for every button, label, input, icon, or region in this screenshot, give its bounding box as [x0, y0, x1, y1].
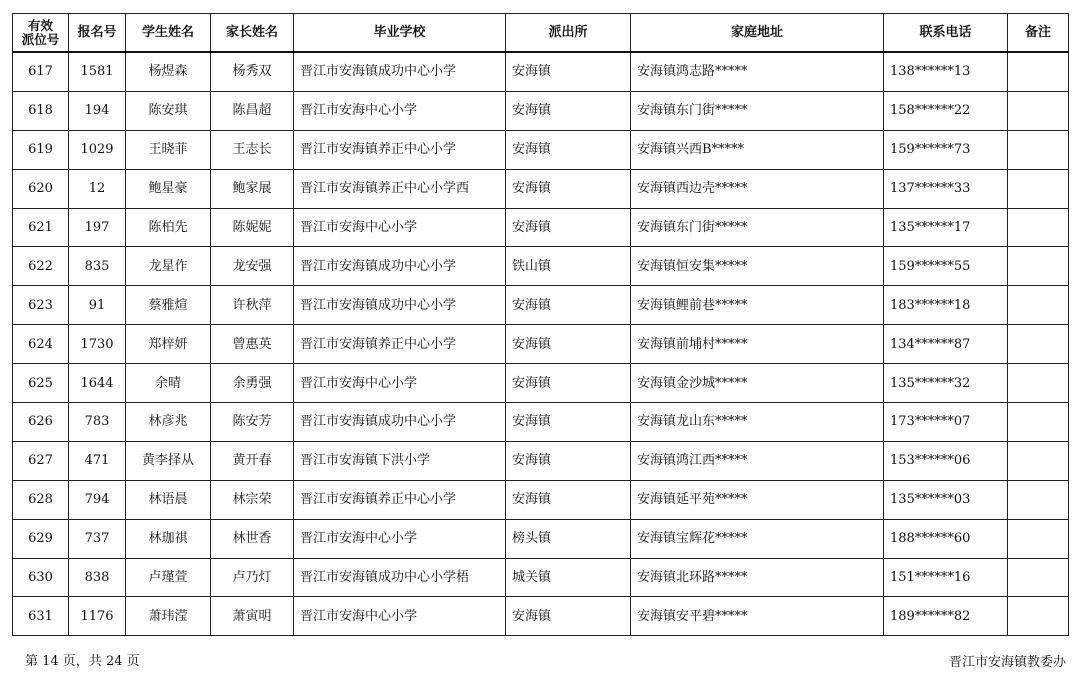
header-address: 家庭地址: [631, 14, 884, 53]
cell-remark: [1008, 130, 1069, 169]
cell-remark: [1008, 558, 1069, 597]
cell-phone: 189******82: [884, 597, 1008, 636]
cell-reg-no: 838: [69, 558, 126, 597]
cell-police: 安海镇: [506, 208, 631, 247]
cell-address: 安海镇西边壳*****: [631, 169, 884, 208]
cell-police: 安海镇: [506, 597, 631, 636]
cell-address: 安海镇安平碧*****: [631, 597, 884, 636]
table-row: [13, 169, 1069, 208]
cell-reg-no: 194: [69, 91, 126, 130]
header-reg-no: 报名号: [69, 14, 126, 53]
cell-phone: 159******73: [884, 130, 1008, 169]
cell-remark: [1008, 286, 1069, 325]
cell-police: 城关镇: [506, 558, 631, 597]
table-row: [13, 364, 1069, 403]
cell-school: 晋江市安海镇成功中心小学: [294, 403, 506, 442]
table-body: [13, 52, 1069, 636]
cell-student: 鲍星豪: [126, 169, 211, 208]
cell-student: 黄李择从: [126, 441, 211, 480]
cell-reg-no: 794: [69, 480, 126, 519]
cell-student: 卢瑾萱: [126, 558, 211, 597]
header-parent: 家长姓名: [211, 14, 294, 53]
cell-parent: 陈安芳: [211, 403, 294, 442]
cell-phone: 135******03: [884, 480, 1008, 519]
cell-parent: 陈妮妮: [211, 208, 294, 247]
cell-police: 安海镇: [506, 130, 631, 169]
table-header: [13, 14, 1069, 53]
cell-reg-no: 1176: [69, 597, 126, 636]
cell-parent: 杨秀双: [211, 52, 294, 91]
cell-reg-no: 1730: [69, 325, 126, 364]
cell-remark: [1008, 208, 1069, 247]
cell-parent: 曾惠英: [211, 325, 294, 364]
cell-student: 林珈祺: [126, 519, 211, 558]
cell-seq: 622: [13, 247, 69, 286]
cell-school: 晋江市安海镇下洪小学: [294, 441, 506, 480]
cell-school: 晋江市安海中心小学: [294, 208, 506, 247]
table-row: [13, 480, 1069, 519]
cell-seq: 628: [13, 480, 69, 519]
cell-address: 安海镇恒安集*****: [631, 247, 884, 286]
header-school: 毕业学校: [294, 14, 506, 53]
cell-police: 安海镇: [506, 403, 631, 442]
cell-phone: 158******22: [884, 91, 1008, 130]
cell-remark: [1008, 52, 1069, 91]
cell-address: 安海镇前埔村*****: [631, 325, 884, 364]
cell-address: 安海镇龙山东*****: [631, 403, 884, 442]
cell-seq: 618: [13, 91, 69, 130]
cell-school: 晋江市安海镇成功中心小学: [294, 286, 506, 325]
cell-reg-no: 197: [69, 208, 126, 247]
cell-parent: 林世香: [211, 519, 294, 558]
cell-reg-no: 737: [69, 519, 126, 558]
cell-student: 蔡雅煊: [126, 286, 211, 325]
header-phone: 联系电话: [884, 14, 1008, 53]
table-row: [13, 91, 1069, 130]
cell-remark: [1008, 364, 1069, 403]
header-seq-line2: 派位号: [21, 31, 60, 47]
header-seq-line1: 有效: [27, 17, 53, 33]
cell-school: 晋江市安海镇养正中心小学: [294, 480, 506, 519]
cell-address: 安海镇东门街*****: [631, 208, 884, 247]
table-row: [13, 52, 1069, 91]
cell-seq: 626: [13, 403, 69, 442]
cell-phone: 151******16: [884, 558, 1008, 597]
cell-school: 晋江市安海中心小学: [294, 364, 506, 403]
cell-police: 安海镇: [506, 480, 631, 519]
cell-student: 林彦兆: [126, 403, 211, 442]
cell-school: 晋江市安海镇养正中心小学西: [294, 169, 506, 208]
cell-school: 晋江市安海中心小学: [294, 519, 506, 558]
cell-seq: 627: [13, 441, 69, 480]
cell-address: 安海镇金沙城*****: [631, 364, 884, 403]
table-row: [13, 208, 1069, 247]
cell-address: 安海镇延平苑*****: [631, 480, 884, 519]
cell-seq: 621: [13, 208, 69, 247]
cell-remark: [1008, 441, 1069, 480]
cell-police: 安海镇: [506, 52, 631, 91]
cell-school: 晋江市安海镇成功中心小学: [294, 247, 506, 286]
cell-parent: 鲍家展: [211, 169, 294, 208]
cell-seq: 624: [13, 325, 69, 364]
cell-reg-no: 471: [69, 441, 126, 480]
cell-student: 萧玮滢: [126, 597, 211, 636]
cell-phone: 135******32: [884, 364, 1008, 403]
cell-student: 陈柏先: [126, 208, 211, 247]
allocation-table: [12, 13, 1069, 636]
table-row: [13, 597, 1069, 636]
cell-address: 安海镇兴西B*****: [631, 130, 884, 169]
cell-phone: 137******33: [884, 169, 1008, 208]
table-row: [13, 247, 1069, 286]
cell-address: 安海镇鸿江西*****: [631, 441, 884, 480]
cell-seq: 623: [13, 286, 69, 325]
cell-phone: 134******87: [884, 325, 1008, 364]
cell-school: 晋江市安海中心小学: [294, 91, 506, 130]
cell-school: 晋江市安海镇养正中心小学: [294, 325, 506, 364]
cell-phone: 173******07: [884, 403, 1008, 442]
cell-parent: 陈昌超: [211, 91, 294, 130]
cell-student: 郑梓妍: [126, 325, 211, 364]
cell-school: 晋江市安海中心小学: [294, 597, 506, 636]
cell-seq: 630: [13, 558, 69, 597]
cell-remark: [1008, 519, 1069, 558]
cell-reg-no: 1581: [69, 52, 126, 91]
cell-phone: 159******55: [884, 247, 1008, 286]
cell-address: 安海镇鸿志路*****: [631, 52, 884, 91]
cell-school: 晋江市安海镇成功中心小学梧: [294, 558, 506, 597]
cell-school: 晋江市安海镇养正中心小学: [294, 130, 506, 169]
cell-student: 林语晨: [126, 480, 211, 519]
cell-police: 安海镇: [506, 364, 631, 403]
cell-phone: 188******60: [884, 519, 1008, 558]
cell-parent: 林宗荣: [211, 480, 294, 519]
cell-police: 安海镇: [506, 91, 631, 130]
cell-reg-no: 835: [69, 247, 126, 286]
cell-address: 安海镇宝辉花*****: [631, 519, 884, 558]
table-row: [13, 325, 1069, 364]
cell-police: 铁山镇: [506, 247, 631, 286]
enrollment-list: [12, 13, 1068, 636]
cell-parent: 卢乃灯: [211, 558, 294, 597]
table-row: [13, 441, 1069, 480]
cell-address: 安海镇鲤前巷*****: [631, 286, 884, 325]
cell-reg-no: 783: [69, 403, 126, 442]
header-student: 学生姓名: [126, 14, 211, 53]
cell-student: 龙星作: [126, 247, 211, 286]
cell-student: 余晴: [126, 364, 211, 403]
cell-reg-no: 12: [69, 169, 126, 208]
cell-police: 安海镇: [506, 441, 631, 480]
cell-student: 陈安琪: [126, 91, 211, 130]
table-row: [13, 558, 1069, 597]
cell-remark: [1008, 91, 1069, 130]
issuer-label: 晋江市安海镇教委办: [948, 655, 1066, 670]
cell-police: 榜头镇: [506, 519, 631, 558]
header-seq: [13, 14, 69, 53]
cell-police: 安海镇: [506, 325, 631, 364]
cell-address: 安海镇北环路*****: [631, 558, 884, 597]
cell-reg-no: 1029: [69, 130, 126, 169]
cell-seq: 620: [13, 169, 69, 208]
cell-seq: 625: [13, 364, 69, 403]
cell-parent: 黄开春: [211, 441, 294, 480]
table-row: [13, 286, 1069, 325]
page-number: 第 14 页，共 24 页: [25, 654, 140, 669]
cell-parent: 余勇强: [211, 364, 294, 403]
cell-school: 晋江市安海镇成功中心小学: [294, 52, 506, 91]
table-row: [13, 130, 1069, 169]
cell-phone: 153******06: [884, 441, 1008, 480]
cell-phone: 138******13: [884, 52, 1008, 91]
cell-phone: 183******18: [884, 286, 1008, 325]
cell-student: 杨煜森: [126, 52, 211, 91]
header-remark: 备注: [1008, 14, 1069, 53]
cell-police: 安海镇: [506, 169, 631, 208]
cell-parent: 龙安强: [211, 247, 294, 286]
cell-phone: 135******17: [884, 208, 1008, 247]
cell-seq: 631: [13, 597, 69, 636]
cell-remark: [1008, 403, 1069, 442]
cell-reg-no: 91: [69, 286, 126, 325]
cell-parent: 王志长: [211, 130, 294, 169]
cell-student: 王晓菲: [126, 130, 211, 169]
cell-remark: [1008, 597, 1069, 636]
cell-remark: [1008, 480, 1069, 519]
table-row: [13, 403, 1069, 442]
table-row: [13, 519, 1069, 558]
cell-address: 安海镇东门街*****: [631, 91, 884, 130]
cell-seq: 617: [13, 52, 69, 91]
cell-seq: 629: [13, 519, 69, 558]
cell-remark: [1008, 247, 1069, 286]
header-police: 派出所: [506, 14, 631, 53]
cell-remark: [1008, 325, 1069, 364]
cell-seq: 619: [13, 130, 69, 169]
cell-reg-no: 1644: [69, 364, 126, 403]
cell-police: 安海镇: [506, 286, 631, 325]
cell-parent: 萧寅明: [211, 597, 294, 636]
cell-parent: 许秋萍: [211, 286, 294, 325]
cell-remark: [1008, 169, 1069, 208]
header-row: [13, 14, 1069, 53]
